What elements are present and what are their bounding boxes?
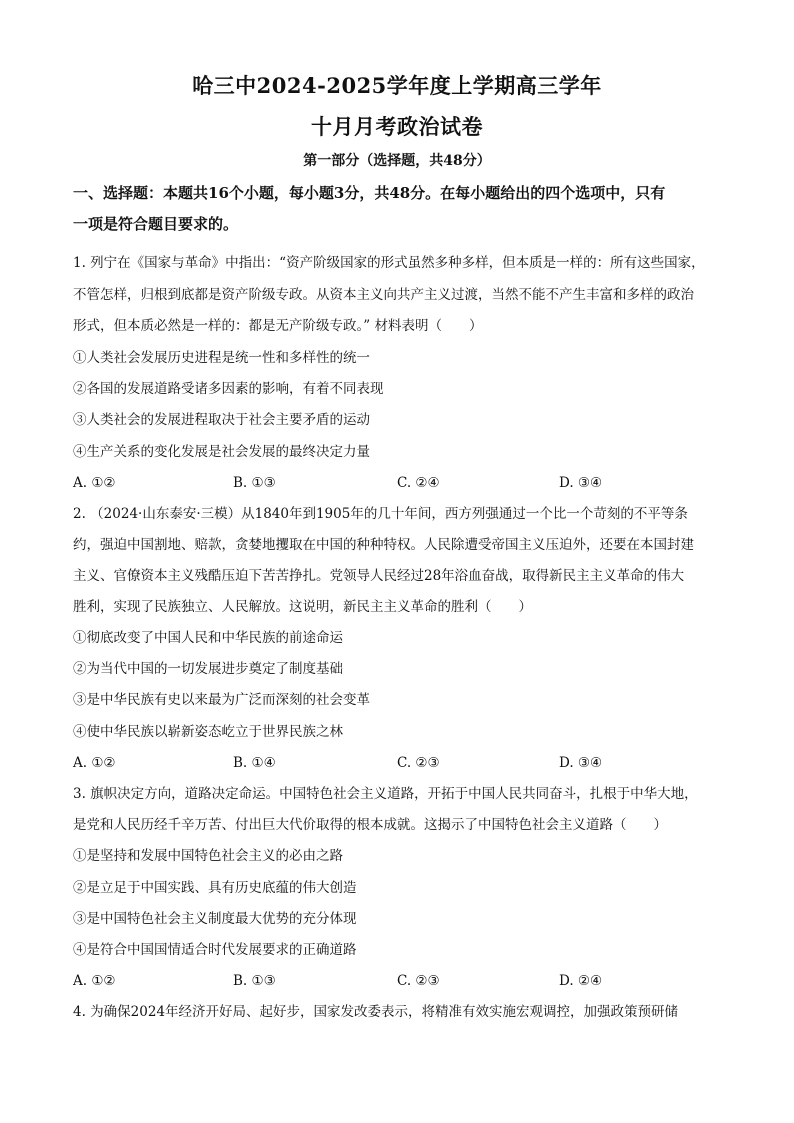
- option-a: A. ①②: [73, 755, 116, 771]
- question-3-item: ③是中国特色社会主义制度最大优势的充分体现: [73, 911, 357, 927]
- section-line: 一、选择题：本题共16个小题，每小题3分，共48分。在每小题给出的四个选项中，只有: [73, 184, 666, 202]
- question-1-stem: 不管怎样，归根到底都是资产阶级专政。从资本主义向共产主义过渡，当然不能不产生丰富和多样的政治: [73, 287, 694, 303]
- exam-subtitle: 十月月考政治试卷: [311, 114, 483, 139]
- question-3-stem: 是党和人民历经千辛万苦、付出巨大代价取得的根本成就。这揭示了中国特色社会主义道路（ ）: [73, 817, 667, 833]
- question-1-item: ①人类社会发展历史进程是统一性和多样性的统一: [73, 350, 370, 366]
- exam-title: 哈三中2024-2025学年度上学期高三学年: [192, 73, 602, 98]
- option-d: D. ②④: [559, 973, 603, 989]
- question-2-item: ②为当代中国的一切发展进步奠定了制度基础: [73, 661, 343, 677]
- question-2-item: ④使中华民族以崭新姿态屹立于世界民族之林: [73, 724, 343, 740]
- question-1-item: ④生产关系的变化发展是社会发展的最终决定力量: [73, 444, 370, 460]
- option-c: C. ②④: [397, 475, 440, 491]
- question-1-stem: 形式，但本质必然是一样的：都是无产阶级专政。” 材料表明（ ）: [73, 318, 483, 334]
- question-3-item: ②是立足于中国实践、具有历史底蕴的伟大创造: [73, 880, 357, 896]
- part-heading: 第一部分（选择题，共48分）: [303, 153, 491, 169]
- question-1-options: [73, 473, 733, 493]
- question-4-stem: 4. 为确保2024年经济开好局、起好步，国家发改委表示，将精准有效实施宏观调控，加强政策预研储: [73, 1004, 679, 1020]
- option-c: C. ②③: [397, 973, 440, 989]
- question-2-options: [73, 753, 733, 773]
- option-c: C. ②③: [397, 755, 440, 771]
- question-2-stem: 胜利，实现了民族独立、人民解放。这说明，新民主主义革命的胜利（ ）: [73, 599, 532, 615]
- question-3-options: [73, 971, 733, 991]
- question-2-stem: 2. （2024·山东泰安·三模）从1840年到1905年的几十年间，西方列强通过一个比一个苛刻的不平等条: [73, 506, 688, 522]
- option-d: D. ③④: [559, 475, 603, 491]
- option-b: B. ①④: [233, 755, 276, 771]
- question-3-stem: 3. 旗帜决定方向，道路决定命运。中国特色社会主义道路，开拓于中国人民共同奋斗，扎根于中华大地，: [73, 786, 698, 802]
- section-line: 一项是符合题目要求的。: [73, 215, 239, 233]
- option-b: B. ①③: [233, 475, 276, 491]
- section-instructions: [73, 178, 723, 240]
- question-3-item: ④是符合中国国情适合时代发展要求的正确道路: [73, 942, 357, 958]
- question-2-item: ①彻底改变了中国人民和中华民族的前途命运: [73, 630, 343, 646]
- question-3-item: ①是坚持和发展中国特色社会主义的必由之路: [73, 848, 343, 864]
- question-1-item: ②各国的发展道路受诸多因素的影响，有着不同表现: [73, 381, 384, 397]
- question-2-stem: 约，强迫中国割地、赔款，贪婪地攫取在中国的种种特权。人民除遭受帝国主义压迫外，还要在本国封建: [73, 537, 694, 553]
- question-1-item: ③人类社会的发展进程取决于社会主要矛盾的运动: [73, 412, 370, 428]
- option-b: B. ①③: [233, 973, 276, 989]
- question-1-stem: 1. 列宁在《国家与革命》中指出：“资产阶级国家的形式虽然多种多样，但本质是一样的：所有这些国家，: [73, 255, 705, 271]
- option-d: D. ③④: [559, 755, 603, 771]
- question-2-item: ③是中华民族有史以来最为广泛而深刻的社会变革: [73, 692, 370, 708]
- option-a: A. ①②: [73, 475, 116, 491]
- option-a: A. ①②: [73, 973, 116, 989]
- question-2-stem: 主义、官僚资本主义残酷压迫下苦苦挣扎。党领导人民经过28年浴血奋战，取得新民主主义革命的伟大: [73, 568, 685, 584]
